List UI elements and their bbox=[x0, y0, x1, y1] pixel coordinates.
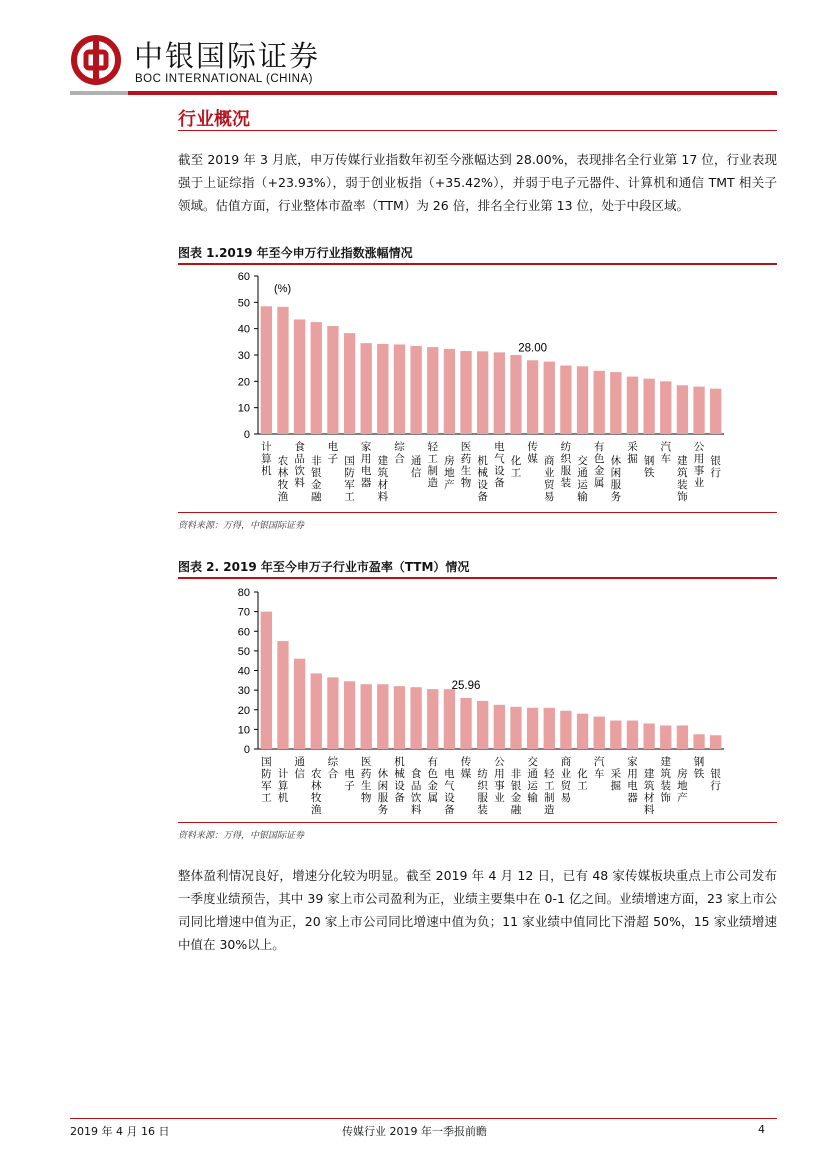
x-tick-label: 食品饮料 bbox=[294, 441, 305, 489]
x-tick-label: 纺织服装 bbox=[477, 768, 488, 816]
x-tick-label: 纺织服装 bbox=[560, 441, 572, 489]
bar bbox=[394, 686, 405, 749]
y-tick-label: 50 bbox=[237, 297, 250, 310]
bar bbox=[410, 687, 421, 749]
x-tick-label: 电气设备 bbox=[494, 441, 505, 489]
x-tick-label: 农林牧渔 bbox=[277, 455, 289, 503]
x-tick-label: 银行 bbox=[710, 768, 721, 792]
x-tick-label: 商业贸易 bbox=[560, 756, 572, 804]
x-tick-label: 传媒 bbox=[460, 756, 472, 780]
figure2-title: 图表 2. 2019 年至今申万子行业市盈率（TTM）情况 bbox=[178, 560, 470, 574]
x-tick-label: 采掘 bbox=[627, 441, 638, 465]
x-tick-label: 房地产 bbox=[677, 768, 688, 804]
bar bbox=[560, 711, 571, 749]
bar bbox=[577, 714, 588, 749]
figure1-top-rule bbox=[178, 263, 777, 265]
x-tick-label: 综合 bbox=[394, 441, 405, 465]
x-tick-label: 银行 bbox=[710, 455, 721, 479]
bar bbox=[610, 372, 621, 434]
x-tick-label: 综合 bbox=[327, 756, 339, 780]
bar bbox=[277, 307, 288, 434]
bar bbox=[327, 677, 338, 749]
bar bbox=[377, 344, 388, 434]
x-tick-label: 机械设备 bbox=[394, 756, 405, 804]
bar bbox=[427, 347, 438, 434]
y-tick-label: 0 bbox=[243, 429, 250, 441]
bar bbox=[377, 684, 388, 749]
bar bbox=[544, 708, 555, 749]
bar bbox=[677, 385, 688, 434]
bar bbox=[294, 319, 305, 434]
x-tick-label: 非银金融 bbox=[510, 768, 522, 816]
bar bbox=[510, 355, 521, 434]
x-tick-label: 国防军工 bbox=[344, 455, 355, 503]
x-tick-label: 轻工制造 bbox=[544, 768, 555, 816]
y-tick-label: 30 bbox=[237, 350, 250, 362]
bar bbox=[710, 735, 721, 749]
x-tick-label: 家用电器 bbox=[627, 756, 638, 804]
bar bbox=[693, 734, 704, 749]
boc-logo-icon bbox=[70, 34, 122, 86]
x-tick-label: 公用事业 bbox=[494, 756, 505, 804]
y-tick-label: 10 bbox=[237, 724, 250, 737]
footer-date: 2019 年 4 月 16 日 bbox=[70, 1125, 170, 1138]
bar bbox=[361, 684, 372, 749]
bar bbox=[311, 673, 322, 749]
bar bbox=[594, 717, 605, 749]
header-rule-grey bbox=[70, 91, 128, 95]
y-tick-label: 40 bbox=[237, 323, 250, 336]
bar bbox=[627, 721, 638, 749]
y-tick-label: 30 bbox=[237, 685, 250, 698]
y-tick-label: 10 bbox=[237, 402, 250, 415]
bar bbox=[643, 723, 654, 749]
bar bbox=[477, 701, 488, 749]
bar bbox=[627, 377, 638, 434]
figure1-title: 图表 1.2019 年至今申万行业指数涨幅情况 bbox=[178, 246, 413, 260]
x-tick-label: 休闲服务 bbox=[377, 768, 389, 816]
bar bbox=[610, 721, 621, 749]
bar bbox=[594, 371, 605, 434]
y-tick-label: 0 bbox=[243, 744, 250, 756]
closing-paragraph: 整体盈利情况良好，增速分化较为明显。截至 2019 年 4 月 12 日，已有 48 家传媒板块重点上市公司发布一季度业绩预告，其中 39 家上市公司盈利为正，业绩主要集中在 0-1 亿之间。业绩增速方面，23 家上市公司同比增速中值为正，20 家上市公司同比增速中值为负；11 家业绩中值同比下滑超 50%，15 家业绩增速中值在 30%以上。 bbox=[178, 868, 777, 952]
x-tick-label: 商业贸易 bbox=[544, 455, 555, 503]
bar bbox=[494, 352, 505, 434]
x-tick-label: 钢铁 bbox=[693, 756, 705, 780]
x-tick-label: 传媒 bbox=[527, 441, 538, 465]
x-tick-label: 化工 bbox=[577, 768, 588, 792]
bar bbox=[394, 344, 405, 434]
x-tick-label: 电子 bbox=[327, 441, 339, 465]
x-tick-label: 食品饮料 bbox=[410, 768, 422, 816]
bar bbox=[527, 360, 538, 434]
x-tick-label: 家用电器 bbox=[360, 441, 372, 489]
bar bbox=[660, 381, 671, 434]
bar bbox=[560, 366, 571, 434]
y-tick-label: 20 bbox=[237, 704, 250, 717]
y-tick-label: 20 bbox=[237, 376, 250, 389]
bar bbox=[410, 346, 421, 434]
bar bbox=[460, 698, 471, 749]
x-tick-label: 计算机 bbox=[261, 441, 272, 477]
x-tick-label: 有色金属 bbox=[593, 441, 605, 489]
x-tick-label: 机械设备 bbox=[477, 455, 488, 503]
x-tick-label: 建筑装饰 bbox=[660, 756, 671, 804]
bar bbox=[261, 612, 272, 749]
x-tick-label: 国防军工 bbox=[261, 756, 272, 804]
bar bbox=[677, 725, 688, 749]
x-tick-label: 休闲服务 bbox=[610, 455, 622, 503]
bar bbox=[494, 705, 505, 749]
x-tick-label: 通信 bbox=[294, 756, 305, 780]
x-tick-label: 医药生物 bbox=[360, 756, 372, 804]
y-tick-label: 80 bbox=[237, 587, 250, 599]
unit-label: (%) bbox=[274, 283, 292, 295]
bar bbox=[710, 389, 721, 434]
x-tick-label: 汽车 bbox=[660, 441, 671, 465]
x-tick-label: 建筑材料 bbox=[377, 455, 389, 503]
x-tick-label: 电气设备 bbox=[444, 768, 455, 816]
y-tick-label: 40 bbox=[237, 665, 250, 678]
x-tick-label: 房地产 bbox=[444, 455, 455, 491]
x-tick-label: 钢铁 bbox=[643, 455, 655, 479]
bar bbox=[294, 659, 305, 749]
page-number: 4 bbox=[758, 1123, 765, 1136]
bar bbox=[344, 333, 355, 434]
figure2-source: 资料来源：万得，中银国际证券 bbox=[178, 831, 305, 841]
x-tick-label: 汽车 bbox=[593, 756, 605, 780]
figure2-chart bbox=[178, 580, 777, 820]
x-tick-label: 非银金融 bbox=[311, 455, 322, 503]
figure2-bottom-rule bbox=[178, 822, 777, 823]
section-title: 行业概况 bbox=[178, 109, 250, 130]
bar bbox=[327, 326, 338, 434]
x-tick-label: 电子 bbox=[344, 768, 355, 792]
x-tick-label: 轻工制造 bbox=[427, 441, 438, 489]
x-tick-label: 交通运输 bbox=[577, 455, 588, 503]
header-rule-red bbox=[128, 91, 777, 95]
x-tick-label: 医药生物 bbox=[460, 441, 472, 489]
bar bbox=[660, 725, 671, 749]
x-tick-label: 公用事业 bbox=[693, 441, 705, 489]
x-tick-label: 农林牧渔 bbox=[311, 768, 322, 816]
brand-name-cn: 中银国际证券 bbox=[134, 39, 321, 73]
intro-paragraph: 截至 2019 年 3 月底，申万传媒行业指数年初至今涨幅达到 28.00%，表现排名全行业第 17 位，行业表现强于上证综指（+23.93%），弱于创业板指（+35.42%），并弱于电子元器件、计算机和通信 TMT 相关子领域。估值方面，行业整体市盈率（TTM）为 26 倍，排名全行业第 13 位，处于中段区域。 bbox=[178, 152, 777, 213]
bar bbox=[460, 351, 471, 434]
brand-name-en: BOC INTERNATIONAL (CHINA) bbox=[135, 73, 313, 85]
bar bbox=[693, 387, 704, 434]
x-tick-label: 化工 bbox=[510, 455, 522, 479]
bar bbox=[444, 349, 455, 434]
figure1-source: 资料来源：万得，中银国际证券 bbox=[178, 521, 305, 531]
x-tick-label: 通信 bbox=[410, 455, 422, 479]
x-tick-label: 采掘 bbox=[610, 768, 622, 792]
figure1-bottom-rule bbox=[178, 512, 777, 513]
data-label: 28.00 bbox=[518, 342, 547, 355]
section-divider bbox=[178, 130, 777, 131]
bar bbox=[544, 362, 555, 434]
bar bbox=[510, 707, 521, 749]
bar bbox=[311, 322, 322, 434]
bar bbox=[643, 379, 654, 434]
y-tick-label: 60 bbox=[237, 271, 250, 283]
bar bbox=[277, 641, 288, 749]
bar bbox=[444, 689, 455, 749]
x-tick-label: 交通运输 bbox=[527, 756, 538, 804]
x-tick-label: 建筑装饰 bbox=[677, 455, 688, 503]
y-tick-label: 60 bbox=[237, 626, 250, 639]
figure2-top-rule bbox=[178, 577, 777, 579]
bar bbox=[527, 708, 538, 749]
bar bbox=[344, 681, 355, 749]
bar bbox=[261, 306, 272, 434]
bar bbox=[577, 366, 588, 434]
y-tick-label: 50 bbox=[237, 645, 250, 658]
y-tick-label: 70 bbox=[237, 606, 250, 619]
bar bbox=[427, 689, 438, 749]
x-tick-label: 计算机 bbox=[277, 768, 289, 804]
footer-title: 传媒行业 2019 年一季报前瞻 bbox=[342, 1125, 487, 1138]
footer-rule bbox=[70, 1118, 777, 1119]
figure1-chart bbox=[178, 266, 777, 508]
data-label: 25.96 bbox=[451, 679, 481, 692]
x-tick-label: 建筑材料 bbox=[643, 768, 655, 816]
bar bbox=[477, 351, 488, 434]
bar bbox=[361, 343, 372, 434]
x-tick-label: 有色金属 bbox=[427, 756, 438, 804]
